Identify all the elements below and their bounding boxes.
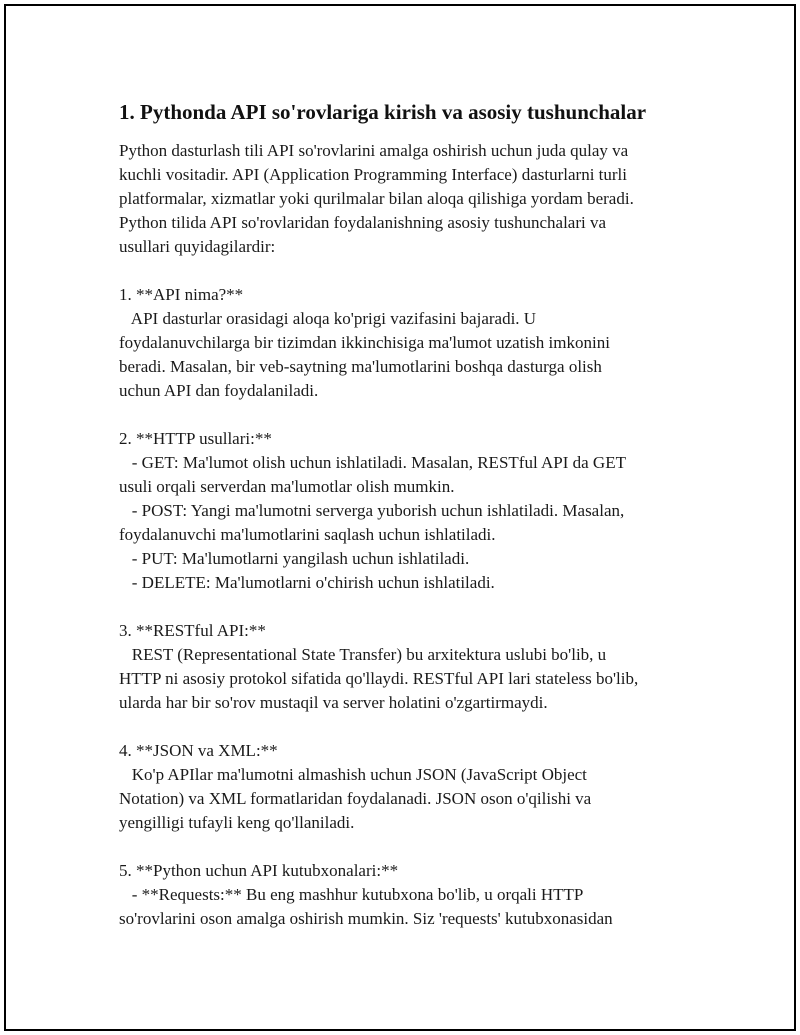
document-content <box>119 99 699 931</box>
document-title: 1. Pythonda API so'rovlariga kirish va asosiy tushunchalar <box>119 100 647 124</box>
page-frame <box>4 4 796 1031</box>
document-body-text: Python dasturlash tili API so'rovlarini amalga oshirish uchun juda qulay va kuchli vositadir. API (Application Programming Interface) dasturlarni turli platformalar, xizmatlar yoki qurilmalar bilan aloqa qilishiga yordam beradi. Python tilida API so'rovlaridan foydalanishning asosiy tushunchalari va usullari quyidagilardir: 1. **API nima?** API dasturlar orasidagi aloqa ko'prigi vazifasini bajaradi. U foydalanuvchilarga bir tizimdan ikkinchisiga ma'lumot uzatish imkonini beradi. Masalan, bir veb-saytning ma'lumotlarini boshqa dasturga olish uchun API dan foydalaniladi. 2. **HTTP usullari:** - GET: Ma'lumot olish uchun ishlatiladi. Masalan, RESTful API da GET usuli orqali serverdan ma'lumotlar olish mumkin. - POST: Yangi ma'lumotni serverga yuborish uchun ishlatiladi. Masalan, foydalanuvchi ma'lumotlarini saqlash uchun ishlatiladi. - PUT: Ma'lumotlarni yangilash uchun ishlatiladi. - DELETE: Ma'lumotlarni o'chirish uchun ishlatiladi. 3. **RESTful API:** REST (Representational State Transfer) bu arxitektura uslubi bo'lib, u HTTP ni asosiy protokol sifatida qo'llaydi. RESTful API lari stateless bo'lib, ularda har bir so'rov mustaqil va server holatini o'zgartirmaydi. 4. **JSON va XML:** Ko'p APIlar ma'lumotni almashish uchun JSON (JavaScript Object Notation) va XML formatlaridan foydalanadi. JSON oson o'qilishi va yengilligi tufayli keng qo'llaniladi. 5. **Python uchun API kutubxonalari:** - **Requests:** Bu eng mashhur kutubxona bo'lib, u orqali HTTP so'rovlarini oson amalga oshirish mumkin. Siz 'requests' kutubxonasidan <box>119 141 639 928</box>
